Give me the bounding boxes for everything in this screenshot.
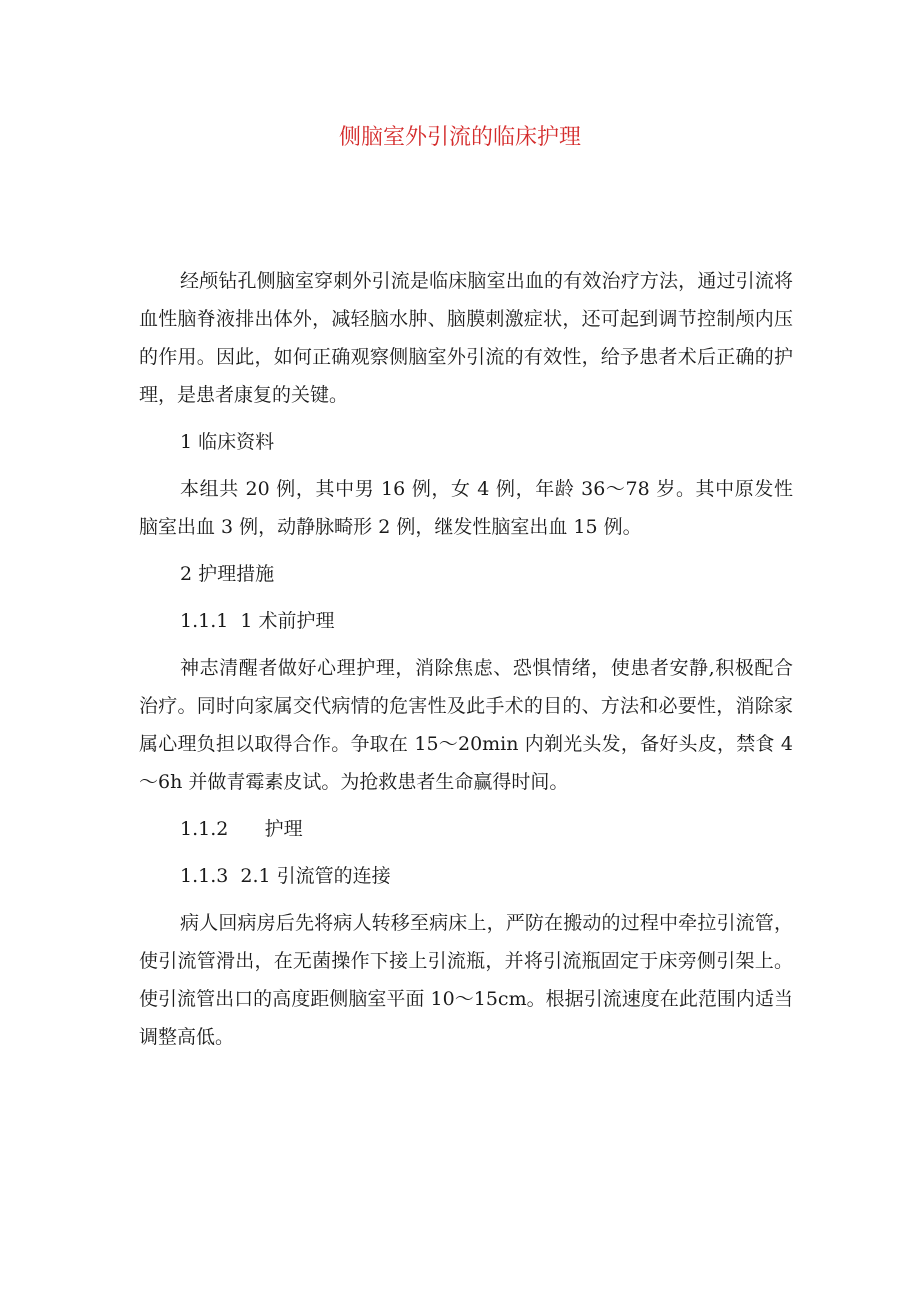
subsection-heading-care: 1.1.2 护理 — [180, 818, 303, 840]
document-title: 侧脑室外引流的临床护理 — [338, 125, 581, 150]
drainage-connection-paragraph: 病人回病房后先将病人转移至病床上，严防在搬动的过程中牵拉引流管，使引流管滑出，在无菌操作下接上引流瓶，并将引流瓶固定于床旁侧引架上。使引流管出口的高度距侧脑室平面 10～15cm。根据引流速度在此范围内适当调整高低。 — [139, 912, 793, 1048]
section-heading-nursing-measures: 2 护理措施 — [180, 563, 275, 585]
preoperative-care-paragraph: 神志清醒者做好心理护理，消除焦虑、恐惧情绪，使患者安静,积极配合治疗。同时向家属交代病情的危害性及此手术的目的、方法和必要性，消除家属心理负担以取得合作。争取在 15～20min 内剃光头发，备好头皮，禁食 4～6h 并做青霉素皮试。为抢救患者生命赢得时间。 — [139, 657, 793, 793]
intro-paragraph: 经颅钻孔侧脑室穿刺外引流是临床脑室出血的有效治疗方法，通过引流将血性脑脊液排出体外，减轻脑水肿、脑膜刺激症状，还可起到调节控制颅内压的作用。因此，如何正确观察侧脑室外引流的有效性，给予患者术后正确的护理，是患者康复的关键。 — [139, 270, 793, 406]
subsection-heading-preoperative-care: 1.1.1 1 术前护理 — [180, 610, 335, 632]
document-body — [139, 262, 793, 1065]
section-heading-clinical-data: 1 临床资料 — [180, 431, 275, 453]
subsection-heading-drainage-connection: 1.1.3 2.1 引流管的连接 — [180, 865, 391, 887]
clinical-data-paragraph: 本组共 20 例，其中男 16 例，女 4 例，年龄 36～78 岁。其中原发性脑室出血 3 例，动静脉畸形 2 例，继发性脑室出血 15 例。 — [139, 478, 793, 538]
